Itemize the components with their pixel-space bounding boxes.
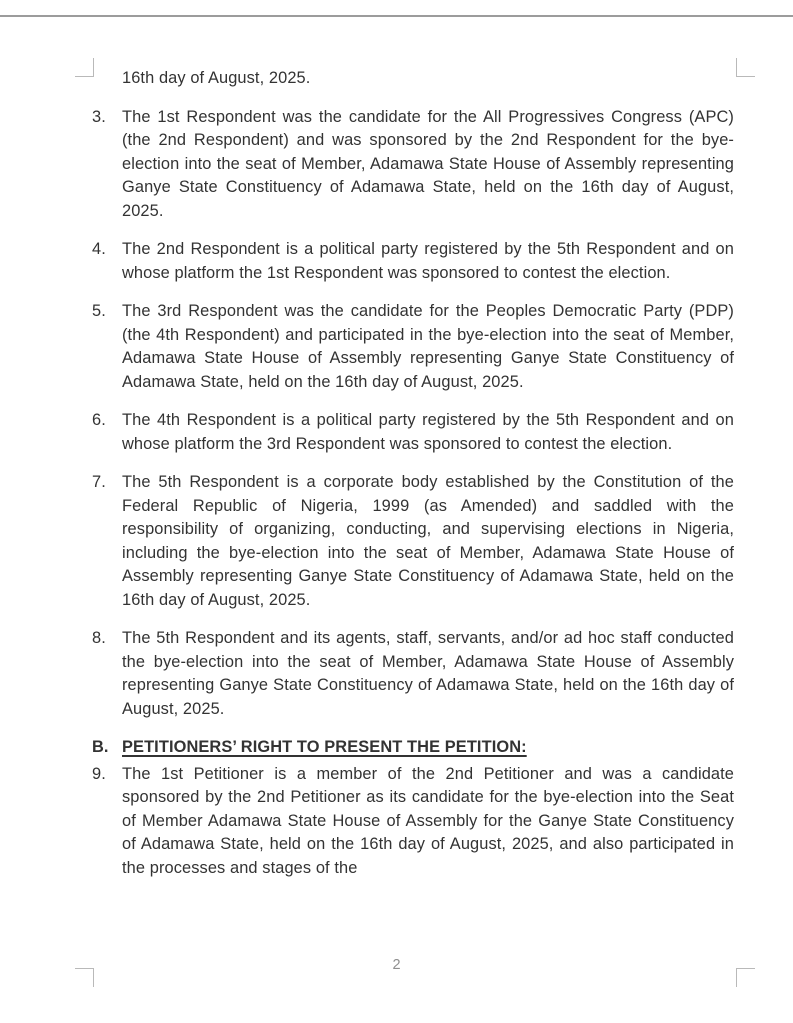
paragraph-number: 8. <box>92 629 106 647</box>
paragraph-number: 7. <box>92 473 106 491</box>
paragraph-text: The 3rd Respondent was the candidate for the Peoples Democratic Party (PDP) (the 4th Respondent) and participated in the bye-election into the seat of Member, Adamawa State House of Assembly representing Ganye State Constituency of Adamawa State, held on the 16th day of August, 2025. <box>122 302 734 391</box>
document-body <box>92 67 734 895</box>
numbered-paragraph-9 <box>92 763 734 881</box>
section-heading-title: PETITIONERS’ RIGHT TO PRESENT THE PETITION: <box>122 738 527 756</box>
paragraph-text: The 5th Respondent is a corporate body established by the Constitution of the Federal Republic of Nigeria, 1999 (as Amended) and saddled with the responsibility of organizing, conducting, and supervising elections in Nigeria, including the bye-election into the seat of Member, Adamawa State House of Assembly representing Ganye State Constituency of Adamawa State, held on the 16th day of August, 2025. <box>122 473 734 609</box>
continuation-line: 16th day of August, 2025. <box>122 69 311 87</box>
paragraph-text: The 5th Respondent and its agents, staff, servants, and/or ad hoc staff conducted the bye-election into the seat of Member, Adamawa State House of Assembly representing Ganye State Constituency of Adamawa State, held on the 16th day of August, 2025. <box>122 629 734 718</box>
paragraph-text: The 1st Respondent was the candidate for the All Progressives Congress (APC) (the 2nd Respondent) and was sponsored by the 2nd Respondent for the bye-election into the seat of Member, Adamawa State House of Assembly representing Ganye State Constituency of Adamawa State, held on the 16th day of August, 2025. <box>122 107 734 220</box>
numbered-paragraph-7 <box>92 471 734 612</box>
numbered-paragraph-6 <box>92 409 734 456</box>
numbered-paragraph-3 <box>92 106 734 224</box>
numbered-paragraph-4 <box>92 238 734 285</box>
paragraph-number: 6. <box>92 411 106 429</box>
numbered-paragraph-5 <box>92 300 734 394</box>
paragraph-text: The 1st Petitioner is a member of the 2nd Petitioner and was a candidate sponsored by the 2nd Petitioner as its candidate for the bye-election into the Seat of Member Adamawa State House of Assembly for the Ganye State Constituency of Adamawa State, held on the 16th day of August, 2025, and also participated in the processes and stages of the <box>122 764 734 877</box>
page-top-border <box>0 15 793 17</box>
paragraph-text: The 2nd Respondent is a political party registered by the 5th Respondent and on whose platform the 1st Respondent was sponsored to contest the election. <box>122 240 734 282</box>
page-number: 2 <box>392 957 401 973</box>
paragraph-text: The 4th Respondent is a political party registered by the 5th Respondent and on whose platform the 3rd Respondent was sponsored to contest the election. <box>122 411 734 453</box>
corner-mark-top-right <box>736 58 755 77</box>
paragraph-number: 3. <box>92 107 106 126</box>
paragraph-number: 5. <box>92 302 106 320</box>
section-heading-label: B. <box>92 738 109 756</box>
section-heading <box>92 736 734 760</box>
paragraph-number: 4. <box>92 240 106 258</box>
paragraph-number: 9. <box>92 764 106 783</box>
numbered-paragraph-8 <box>92 627 734 721</box>
